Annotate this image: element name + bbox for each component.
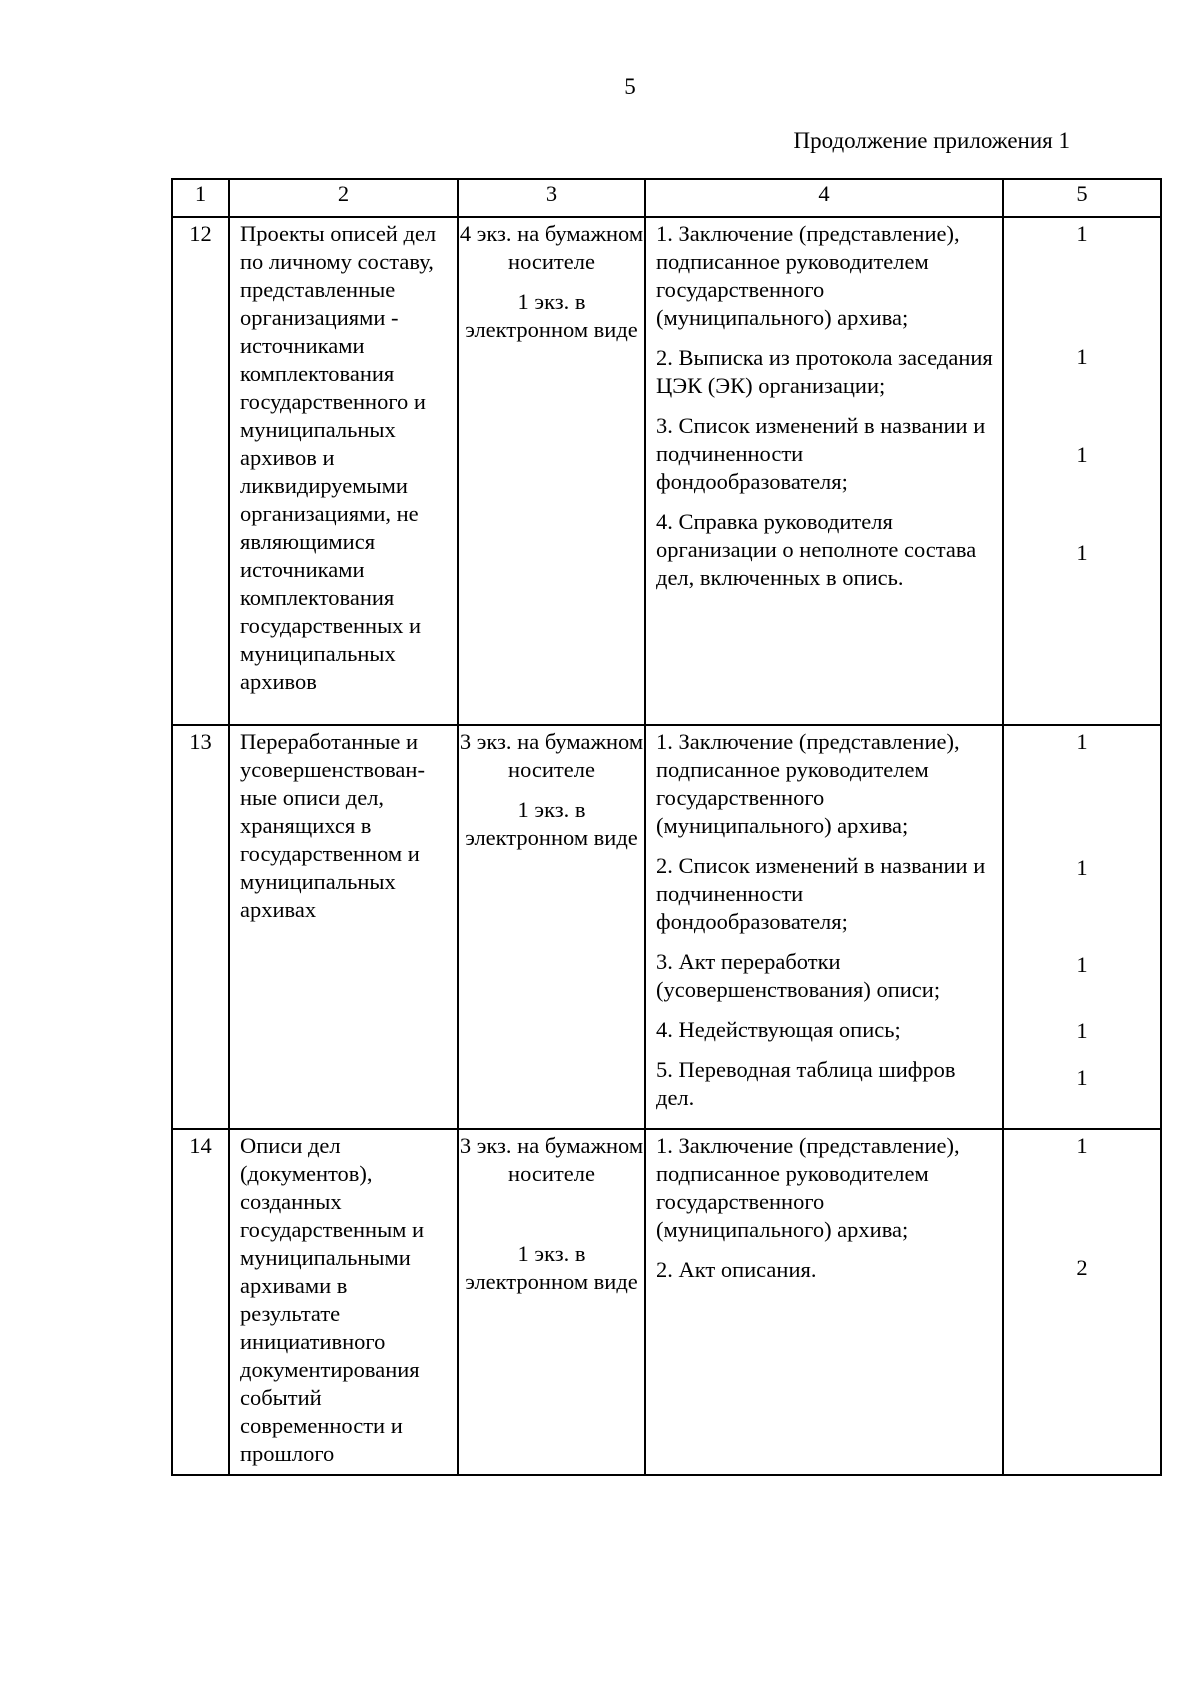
required-documents (645, 1129, 1003, 1475)
document-item: 3. Список изменений в названии и подчиненности фондообразователя; (656, 413, 986, 494)
counts-cell (1003, 1129, 1161, 1475)
copies-paper: 3 экз. на бумажном носителе (459, 1133, 644, 1186)
count-value: 1 (1076, 729, 1088, 754)
document-type: Проекты описей дел по личному составу, представленные организациями - источниками комплектования государственного и муниципальных архивов и ликвидируемыми организациями, не являющимися источниками комплектования государственных и муниципальных архивов (229, 217, 458, 725)
copies-cell (458, 217, 645, 725)
row-number: 12 (172, 217, 229, 725)
row-number: 13 (172, 725, 229, 1129)
required-documents (645, 725, 1003, 1129)
table-header-row (172, 179, 1161, 217)
count-value: 1 (1076, 952, 1088, 977)
document-item: 1. Заключение (представление), подписанное руководителем государственного (муниципального) архива; (656, 1133, 960, 1242)
counts-cell (1003, 725, 1161, 1129)
column-header: 4 (645, 179, 1003, 217)
document-type: Описи дел (документов), созданных государственным и муниципальными архивами в результате инициативного документирования событий современности и прошлого (229, 1129, 458, 1475)
copies-electronic: 1 экз. в электронном виде (465, 1241, 638, 1294)
table-row (172, 217, 1161, 725)
row-number: 14 (172, 1129, 229, 1475)
table-row (172, 725, 1161, 1129)
requirements-table (171, 178, 1162, 1476)
count-value: 1 (1076, 855, 1088, 880)
copies-cell (458, 725, 645, 1129)
document-item: 1. Заключение (представление), подписанное руководителем государственного (муниципального) архива; (656, 729, 960, 838)
document-item: 5. Переводная таблица шифров дел. (656, 1057, 956, 1110)
count-value: 2 (1076, 1255, 1088, 1280)
counts-cell (1003, 217, 1161, 725)
copies-paper: 3 экз. на бумажном носителе (459, 729, 644, 782)
document-type: Переработанные и усовершенствован-ные описи дел, хранящихся в государственном и муниципальных архивах (229, 725, 458, 1129)
column-header: 5 (1003, 179, 1161, 217)
copies-electronic: 1 экз. в электронном виде (465, 797, 638, 850)
required-documents (645, 217, 1003, 725)
column-header: 3 (458, 179, 645, 217)
count-value: 1 (1076, 442, 1088, 467)
document-item: 4. Недействующая опись; (656, 1017, 901, 1042)
count-value: 1 (1076, 344, 1088, 369)
document-item: 4. Справка руководителя организации о неполноте состава дел, включенных в опись. (656, 509, 977, 590)
count-value: 1 (1076, 1133, 1088, 1158)
copies-cell (458, 1129, 645, 1475)
copies-electronic: 1 экз. в электронном виде (465, 289, 638, 342)
column-header: 1 (172, 179, 229, 217)
document-item: 3. Акт переработки (усовершенствования) описи; (656, 949, 941, 1002)
document-item: 2. Выписка из протокола заседания ЦЭК (ЭК) организации; (656, 345, 993, 398)
page-number: 5 (624, 74, 636, 99)
document-item: 2. Акт описания. (656, 1257, 817, 1282)
copies-paper: 4 экз. на бумажном носителе (459, 221, 644, 274)
count-value: 1 (1076, 221, 1088, 246)
table-row (172, 1129, 1161, 1475)
column-header: 2 (229, 179, 458, 217)
continuation-label: Продолжение приложения 1 (793, 128, 1070, 153)
document-item: 1. Заключение (представление), подписанное руководителем государственного (муниципального) архива; (656, 221, 960, 330)
count-value: 1 (1076, 540, 1088, 565)
count-value: 1 (1076, 1018, 1088, 1043)
count-value: 1 (1076, 1065, 1088, 1090)
document-item: 2. Список изменений в названии и подчиненности фондообразователя; (656, 853, 986, 934)
